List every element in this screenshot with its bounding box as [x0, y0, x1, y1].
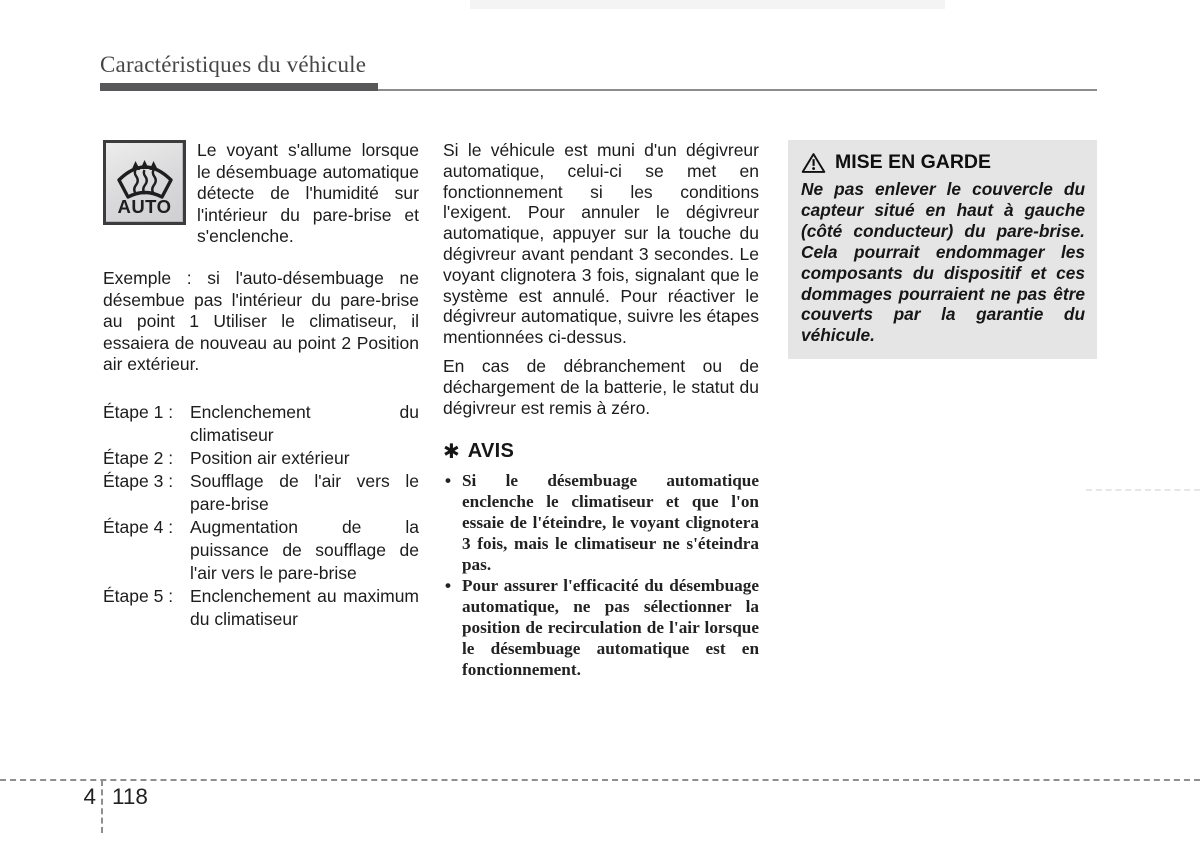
bullet-icon: • [445, 576, 451, 596]
step-label: Étape 2 : [103, 447, 174, 468]
notice-heading [443, 440, 759, 463]
step-row [103, 447, 419, 470]
auto-defrost-indicator-box [103, 140, 186, 225]
step-label: Étape 5 : [103, 585, 174, 606]
caution-header [801, 151, 1085, 174]
step-text: Position air extérieur [190, 447, 350, 468]
example-paragraph: Exemple : si l'auto-désembuage ne désembue pas l'intérieur du pare-brise au point 1 Utiliser le climatiseur, il essaiera de nouveau au point 2 Position air extérieur. [103, 267, 419, 375]
caution-title: MISE EN GARDE [835, 151, 992, 173]
step-row [103, 585, 419, 631]
step-text: Enclenchement au maximum du climatiseur [190, 585, 419, 629]
auto-label: AUTO [117, 195, 172, 217]
page-title: Caractéristiques du véhicule [100, 52, 367, 77]
step-row [103, 516, 419, 585]
section-number: 4 [83, 784, 96, 809]
step-text: Enclenchement du climatiseur [190, 401, 419, 445]
notice-item-text: Si le désembuage automatique enclenche le climatiseur et que l'on essaie de l'éteindre, le voyant clignotera 3 fois, mais le climatiseur ne s'éteindra pas. [462, 471, 759, 575]
main-paragraph-2: En cas de débranchement ou de déchargement de la batterie, le statut du dégivreur est remis à zéro. [443, 355, 759, 418]
notice-item [443, 575, 759, 680]
notice-item-text: Pour assurer l'efficacité du désembuage automatique, ne pas sélectionner la position de recirculation de l'air lorsque le désembuage automatique est en fonctionnement. [462, 576, 759, 680]
notice-title: AVIS [467, 440, 515, 463]
caution-body: Ne pas enlever le couvercle du capteur situé en haut à gauche (côté conducteur) du pare-brise. Cela pourrait endommager les composants du dispositif et ces dommages pourraient ne pas être couverts par la garantie du véhicule. [801, 179, 1085, 346]
step-label: Étape 1 : [103, 401, 174, 422]
caution-box [788, 140, 1097, 359]
title-underline-thick [100, 83, 378, 91]
page-number: 118 [112, 784, 148, 809]
steps-list [103, 401, 419, 631]
step-row [103, 401, 419, 447]
right-edge-dashed-mark [1086, 489, 1200, 491]
step-row [103, 470, 419, 516]
step-label: Étape 3 : [103, 470, 174, 491]
right-column [788, 140, 1097, 359]
step-text: Soufflage de l'air vers le pare-brise [190, 470, 419, 514]
avis-asterisk-icon: ✱ [443, 440, 460, 463]
step-label: Étape 4 : [103, 516, 174, 537]
footer-dashed-rule [0, 779, 1200, 781]
notice-item [443, 470, 759, 575]
bullet-icon: • [445, 471, 451, 491]
left-column [103, 140, 419, 631]
footer-vertical-rule [101, 780, 103, 833]
main-paragraph-1: Si le véhicule est muni d'un dégivreur automatique, celui-ci se met en fonctionnement si les conditions l'exigent. Pour annuler le dégivreur automatique, appuyer sur la touche du dégivreur avant pendant 3 secondes. Le voyant clignotera 3 fois, signalant que le système est annulé. Pour réactiver le dégivreur automatique, suivre les étapes mentionnées ci-dessus. [443, 140, 759, 348]
auto-defrost-icon [114, 152, 176, 200]
notice-list [443, 470, 759, 680]
middle-column [443, 140, 759, 680]
indicator-row [103, 140, 419, 248]
top-edge-bar [470, 0, 945, 9]
step-text: Augmentation de la puissance de soufflage de l'air vers le pare-brise [190, 516, 419, 583]
warning-triangle-icon [801, 152, 826, 174]
indicator-description: Le voyant s'allume lorsque le désembuage automatique détecte de l'humidité sur l'intérieur du pare-brise et s'enclenche. [197, 140, 419, 247]
